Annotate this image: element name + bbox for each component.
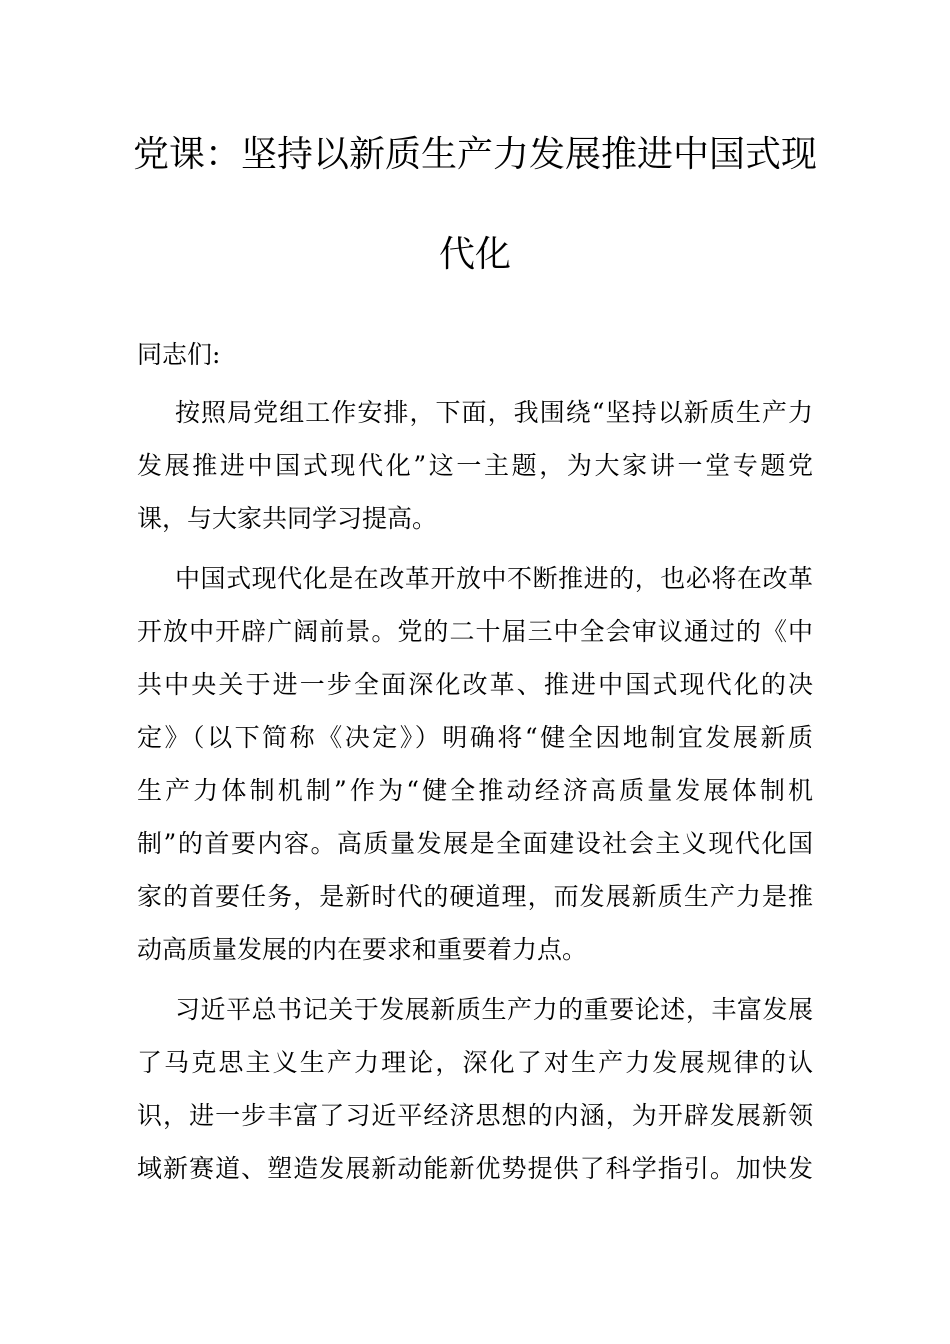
document-body bbox=[137, 386, 813, 1202]
paragraph-line: 生产力体制机制”作为“健全推动经济高质量发展体制机 bbox=[137, 776, 813, 805]
paragraph bbox=[137, 552, 813, 976]
paragraph-line: 发展推进中国式现代化”这一主题，为大家讲一堂专题党 bbox=[137, 451, 813, 480]
paragraph-line: 了马克思主义生产力理论，深化了对生产力发展规律的认 bbox=[137, 1048, 813, 1077]
paragraph-line: 中国式现代化是在改革开放中不断推进的，也必将在改革 bbox=[175, 564, 813, 593]
paragraph-line: 制”的首要内容。高质量发展是全面建设社会主义现代化国 bbox=[137, 829, 813, 858]
paragraph-line: 开放中开辟广阔前景。党的二十届三中全会审议通过的《中 bbox=[137, 617, 813, 646]
paragraph-line: 习近平总书记关于发展新质生产力的重要论述，丰富发展 bbox=[175, 995, 813, 1024]
paragraph-line: 域新赛道、塑造发展新动能新优势提供了科学指引。加快发 bbox=[137, 1154, 813, 1183]
paragraph-line: 动高质量发展的内在要求和重要着力点。 bbox=[137, 935, 588, 964]
paragraph-line: 按照局党组工作安排，下面，我围绕“坚持以新质生产力 bbox=[175, 398, 813, 427]
document-title-line-2: 代化 bbox=[438, 234, 511, 275]
salutation: 同志们: bbox=[137, 340, 221, 369]
paragraph-line: 课，与大家共同学习提高。 bbox=[137, 504, 438, 533]
paragraph-line: 家的首要任务，是新时代的硬道理，而发展新质生产力是推 bbox=[137, 882, 813, 911]
paragraph-line: 共中央关于进一步全面深化改革、推进中国式现代化的决 bbox=[137, 670, 813, 699]
paragraph bbox=[137, 983, 813, 1195]
paragraph-line: 定》（以下简称《决定》）明确将“健全因地制宜发展新质 bbox=[137, 723, 813, 752]
paragraph-line: 识，进一步丰富了习近平经济思想的内涵，为开辟发展新领 bbox=[137, 1101, 813, 1130]
document-title-line-1: 党课：坚持以新质生产力发展推进中国式现 bbox=[132, 134, 817, 175]
paragraph bbox=[137, 386, 813, 545]
